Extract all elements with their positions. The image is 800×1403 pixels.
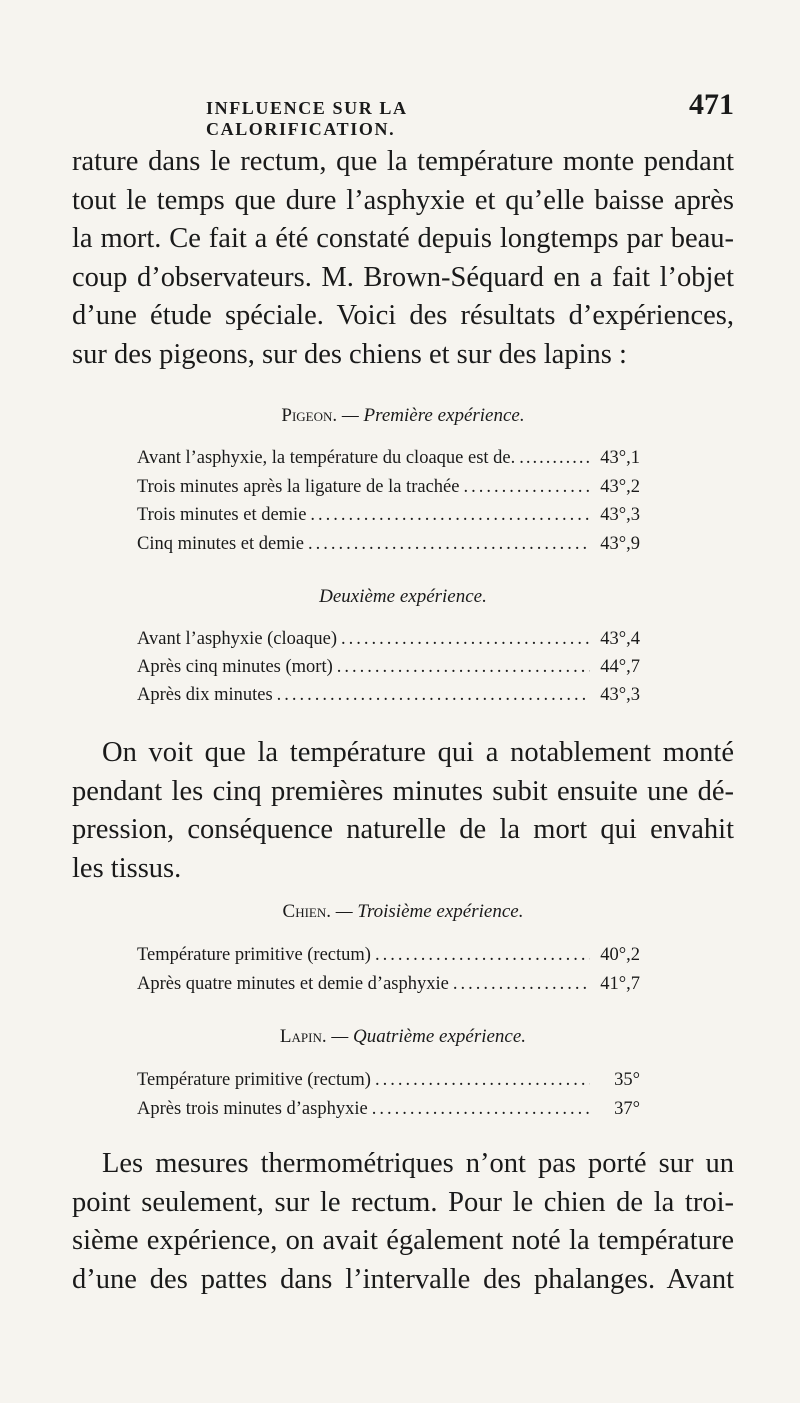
table-row	[137, 1095, 640, 1124]
text-line: On voit que la température qui a notablement monté	[102, 737, 734, 768]
experiment-1-heading	[72, 405, 734, 427]
table-row	[137, 473, 640, 502]
dot-leader	[308, 530, 590, 559]
table-row	[137, 681, 640, 709]
row-value: 43°,9	[600, 533, 640, 554]
row-value: 43°,1	[600, 448, 640, 468]
row-label: Après quatre minutes et demie d’asphyxie	[137, 973, 449, 994]
dot-leader	[341, 625, 590, 653]
animal-name: Pigeon.	[281, 405, 338, 426]
row-label: Trois minutes et demie	[137, 505, 307, 525]
running-head: INFLUENCE SUR LA CALORIFICATION.	[206, 98, 407, 139]
row-label: Température primitive (rectum)	[137, 1070, 371, 1090]
row-label: Après cinq minutes (mort)	[137, 657, 333, 677]
table-row	[137, 653, 640, 681]
text-line: sur des pigeons, sur des chiens et sur des lapins :	[72, 338, 627, 370]
row-label: Cinq minutes et demie	[137, 533, 304, 554]
text-line: les tissus.	[72, 852, 182, 884]
text-line: Les mesures thermométriques n’ont pas porté sur un	[102, 1148, 734, 1179]
text-line: point seulement, sur le rectum. Pour le chien de la troi-	[72, 1186, 734, 1218]
dot-leader	[372, 1095, 590, 1124]
text-line: sième expérience, on avait également noté la température	[72, 1225, 734, 1256]
row-value: 43°,4	[600, 629, 640, 649]
row-value: 35°	[614, 1070, 640, 1090]
experiment-2-table	[137, 625, 640, 709]
row-value: 37°	[614, 1098, 640, 1119]
table-row	[137, 501, 640, 530]
row-label: Température primitive (rectum)	[137, 945, 371, 965]
row-value: 43°,2	[600, 476, 640, 497]
dot-leader	[277, 681, 590, 709]
row-label: Avant l’asphyxie, la température du cloaque est de.	[137, 448, 516, 468]
row-label: Avant l’asphyxie (cloaque)	[137, 629, 337, 649]
text-line: coup d’observateurs. M. Brown-Séquard en a fait l’objet	[72, 261, 734, 293]
dot-leader	[519, 444, 590, 473]
row-value: 40°,2	[600, 945, 640, 965]
table-row	[137, 530, 640, 559]
dot-leader	[453, 970, 590, 999]
animal-name: Chien.	[282, 901, 332, 922]
experiment-3-heading	[72, 901, 734, 923]
dot-leader	[375, 941, 590, 970]
experiment-title: — Troisième expérience.	[335, 901, 524, 922]
row-value: 41°,7	[600, 973, 640, 994]
row-label: Après dix minutes	[137, 685, 273, 705]
page-number: 471	[689, 88, 734, 121]
table-row	[137, 444, 640, 473]
dot-leader	[375, 1066, 590, 1095]
dot-leader	[310, 501, 590, 530]
text-line: pression, conséquence naturelle de la mort qui envahit	[72, 814, 734, 845]
paragraph-1	[72, 143, 734, 374]
experiment-title: — Quatrième expérience.	[331, 1026, 527, 1047]
text-line: rature dans le rectum, que la température monte pendant	[72, 146, 734, 177]
text-line: la mort. Ce fait a été constaté depuis longtemps par beau-	[72, 223, 734, 254]
table-row	[137, 1066, 640, 1095]
dot-leader	[463, 473, 590, 502]
experiment-3-table	[137, 941, 640, 998]
paragraph-2	[72, 734, 734, 888]
experiment-4-table	[137, 1066, 640, 1123]
row-label: Trois minutes après la ligature de la trachée	[137, 476, 460, 497]
text-line: d’une étude spéciale. Voici des résultats d’expériences,	[72, 300, 734, 331]
row-value: 44°,7	[600, 657, 640, 677]
experiment-2-heading: Deuxième expérience.	[319, 586, 487, 607]
experiment-1-table	[137, 444, 640, 558]
table-row	[137, 970, 640, 999]
experiment-title: — Première expérience.	[341, 405, 525, 426]
row-value: 43°,3	[600, 685, 640, 705]
paragraph-3	[72, 1145, 734, 1299]
dot-leader	[337, 653, 590, 681]
animal-name: Lapin.	[279, 1026, 327, 1047]
table-row	[137, 941, 640, 970]
table-row	[137, 625, 640, 653]
row-label: Après trois minutes d’asphyxie	[137, 1098, 368, 1119]
text-line: d’une des pattes dans l’intervalle des phalanges. Avant	[72, 1263, 734, 1295]
row-value: 43°,3	[600, 505, 640, 525]
text-line: pendant les cinq premières minutes subit ensuite une dé-	[72, 775, 734, 807]
experiment-4-heading	[72, 1026, 734, 1048]
text-line: tout le temps que dure l’asphyxie et qu’elle baisse après	[72, 184, 734, 216]
